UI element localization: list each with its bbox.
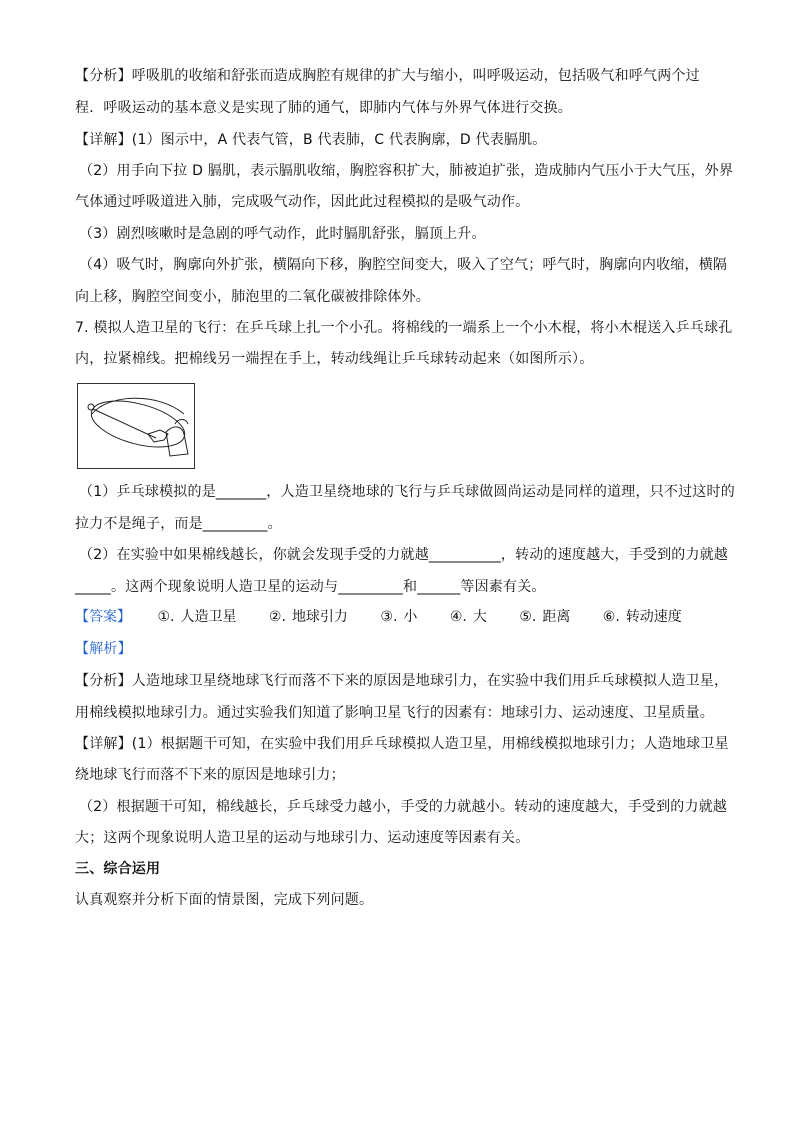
analysis-line: （2）根据题干可知，棉线越长，乒乓球受力越小，手受的力就越小。转动的速度越大，手受到的力就越	[79, 799, 728, 815]
analysis-line: 【详解】(1）根据题干可知，在实验中我们用乒乓球模拟人造卫星，用棉线模拟地球引力；人造地球卫星	[75, 736, 729, 752]
question-7-part-2: （2）在实验中如果棉线越长，你就会发现手受的力就越__________，转动的速度越大，手受到的力就越	[79, 547, 729, 563]
answer-item	[269, 608, 348, 626]
answer-number: ⑤.	[519, 609, 537, 625]
text-line: （4）吸气时，胸廓向外扩张，横隔向下移，胸腔空间变大，吸入了空气；呼气时，胸廓向内收缩，横隔	[79, 257, 728, 273]
analysis-line: 【分析】人造地球卫星绕地球飞行而落不下来的原因是地球引力，在实验中我们用乒乓球模拟人造卫星，	[75, 673, 729, 689]
answer-item	[603, 608, 682, 626]
analysis-line: 用棉线模拟地球引力。通过实验我们知道了影响卫星飞行的因素有：地球引力、运动速度、卫星质量。	[75, 705, 714, 721]
answer-text: 地球引力	[291, 609, 348, 625]
ping-pong-orbit-drawing	[78, 384, 193, 467]
analysis-tag: 【解析】	[75, 641, 132, 657]
satellite-simulation-figure	[77, 383, 195, 469]
question-7-line: 内，拉紧棉线。把棉线另一端捏在手上，转动线绳让乒乓球转动起来（如图所示）。	[75, 351, 594, 367]
analysis-line: 绕地球飞行而落不下来的原因是地球引力；	[75, 767, 345, 783]
answer-number: ①.	[157, 609, 175, 625]
answer-tag: 【答案】	[75, 609, 131, 625]
answer-number: ⑥.	[602, 609, 620, 625]
analysis-line: 大；这两个现象说明人造卫星的运动与地球引力、运动速度等因素有关。	[75, 830, 530, 846]
instruction-line: 认真观察并分析下面的情景图，完成下列问题。	[75, 892, 374, 908]
answer-item	[450, 608, 487, 626]
answer-text: 大	[472, 609, 487, 625]
answer-number: ②.	[268, 609, 286, 625]
answer-item	[519, 608, 570, 626]
text-line: 【详解】(1）图示中，A 代表气管，B 代表肺，C 代表胸廓，D 代表膈肌。	[75, 132, 547, 148]
answer-item	[157, 608, 236, 626]
text-line: 向上移，胸腔空间变小，肺泡里的二氧化碳被排除体外。	[75, 289, 430, 305]
section-heading: 三、综合运用	[75, 861, 161, 877]
text-line: 气体通过呼吸道进入肺，完成吸气动作，因此此过程模拟的是吸气动作。	[75, 194, 530, 210]
answer-text: 转动速度	[625, 609, 682, 625]
answers-row	[75, 608, 710, 626]
answer-text: 人造卫星	[180, 609, 237, 625]
answer-number: ③.	[380, 609, 398, 625]
question-7-part-1: （1）乒乓球模拟的是_______，人造卫星绕地球的飞行与乒乓球做圆尚运动是同样的道理，只不过这时的	[79, 484, 735, 500]
answer-text: 距离	[542, 609, 571, 625]
question-7-part-2: _____。这两个现象说明人造卫星的运动与_________和______等因素有关。	[75, 579, 546, 595]
answer-number: ④.	[449, 609, 467, 625]
text-line: 【分析】呼吸肌的收缩和舒张而造成胸腔有规律的扩大与缩小，叫呼吸运动，包括吸气和呼气两个过	[75, 68, 700, 84]
answer-item	[380, 608, 417, 626]
text-line: （2）用手向下拉 D 膈肌，表示膈肌收缩，胸腔容积扩大，肺被迫扩张，造成肺内气压小于大气压，外界	[79, 163, 734, 179]
text-line: （3）剧烈咳嗽时是急剧的呼气动作，此时膈肌舒张，膈顶上升。	[79, 226, 486, 242]
question-7-line: 7. 模拟人造卫星的飞行：在乒乓球上扎一个小孔。将棉线的一端系上一个小木棍，将小木棍送入乒乓球孔	[75, 320, 733, 336]
answer-text: 小	[403, 609, 418, 625]
text-line: 程．呼吸运动的基本意义是实现了肺的通气，即肺内气体与外界气体进行交换。	[75, 100, 572, 116]
question-7-part-1: 拉力不是绳子，而是_________。	[75, 516, 282, 532]
